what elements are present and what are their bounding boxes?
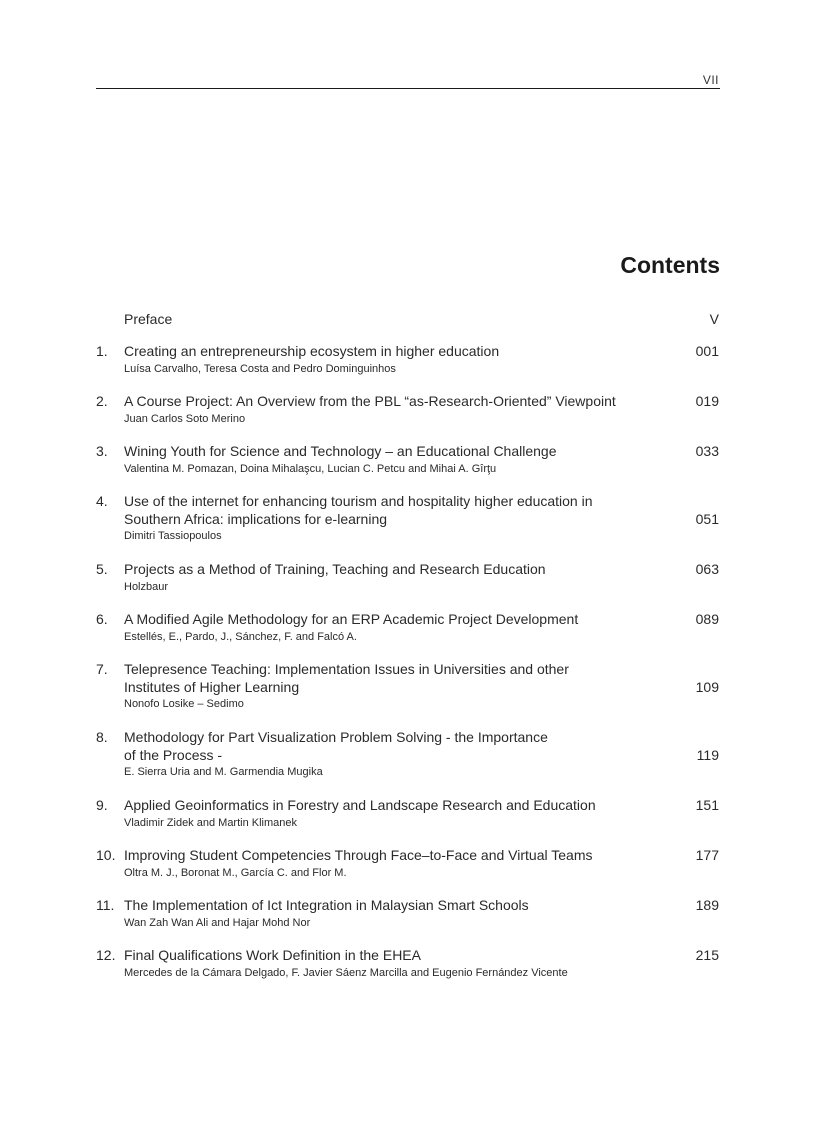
entry-page: 215 bbox=[695, 947, 719, 963]
toc-entry bbox=[96, 443, 720, 493]
entry-title: Methodology for Part Visualization Problem Solving - the Importance bbox=[124, 729, 548, 745]
preface-page: V bbox=[709, 311, 719, 327]
entry-number: 7. bbox=[96, 661, 108, 677]
entry-title: of the Process - bbox=[124, 746, 223, 763]
toc-entry bbox=[96, 393, 720, 443]
entry-title: Improving Student Competencies Through Face–to-Face and Virtual Teams bbox=[124, 847, 593, 863]
entry-authors: Oltra M. J., Boronat M., García C. and Flor M. bbox=[124, 866, 347, 879]
entry-authors: Valentina M. Pomazan, Doina Mihalaşcu, Lucian C. Petcu and Mihai A. Gîrţu bbox=[124, 462, 497, 475]
entry-page: 119 bbox=[696, 746, 719, 763]
entry-title: Creating an entrepreneurship ecosystem in higher education bbox=[124, 343, 500, 359]
entry-title: Projects as a Method of Training, Teaching and Research Education bbox=[124, 561, 546, 577]
entry-page: 089 bbox=[695, 611, 719, 627]
page-number: VII bbox=[702, 73, 719, 87]
toc-entry bbox=[96, 611, 720, 661]
entry-page: 189 bbox=[695, 897, 719, 913]
entry-number: 2. bbox=[96, 393, 108, 409]
toc-entry bbox=[96, 343, 720, 393]
preface-label: Preface bbox=[124, 311, 173, 327]
entry-authors: Mercedes de la Cámara Delgado, F. Javier Sáenz Marcilla and Eugenio Fernández Vicente bbox=[124, 966, 568, 979]
entry-title: A Modified Agile Methodology for an ERP Academic Project Development bbox=[124, 611, 579, 627]
entry-number: 1. bbox=[96, 343, 108, 359]
toc-entry bbox=[96, 661, 720, 729]
entry-page: 109 bbox=[695, 678, 719, 695]
entry-title: A Course Project: An Overview from the PBL “as-Research-Oriented” Viewpoint bbox=[124, 393, 616, 409]
entry-title: Final Qualifications Work Definition in the EHEA bbox=[124, 947, 421, 963]
entry-number: 4. bbox=[96, 493, 108, 509]
entry-authors: E. Sierra Uria and M. Garmendia Mugika bbox=[124, 766, 323, 778]
toc-entry bbox=[96, 897, 720, 947]
entry-number: 11. bbox=[96, 897, 115, 913]
toc-entry bbox=[96, 729, 720, 797]
toc-preface bbox=[96, 311, 720, 343]
entry-number: 10. bbox=[96, 847, 116, 863]
toc-entry bbox=[96, 947, 720, 997]
entry-authors: Estellés, E., Pardo, J., Sánchez, F. and Falcó A. bbox=[124, 630, 357, 643]
entry-title: Wining Youth for Science and Technology – an Educational Challenge bbox=[124, 443, 557, 459]
entry-number: 9. bbox=[96, 797, 108, 813]
entry-title: Telepresence Teaching: Implementation Issues in Universities and other bbox=[124, 661, 569, 677]
entry-number: 12. bbox=[96, 947, 116, 963]
entry-page: 019 bbox=[695, 393, 719, 409]
entry-authors: Nonofo Losike – Sedimo bbox=[124, 698, 244, 710]
entry-authors: Juan Carlos Soto Merino bbox=[124, 412, 246, 425]
entry-page: 001 bbox=[695, 343, 719, 359]
toc-entry bbox=[96, 561, 720, 611]
entry-page: 151 bbox=[695, 797, 719, 813]
entry-page: 063 bbox=[695, 561, 719, 577]
entry-title: Institutes of Higher Learning bbox=[124, 678, 300, 695]
entry-authors: Dimitri Tassiopoulos bbox=[124, 530, 222, 542]
entry-title: The Implementation of Ict Integration in Malaysian Smart Schools bbox=[124, 897, 529, 913]
entry-authors: Wan Zah Wan Ali and Hajar Mohd Nor bbox=[124, 916, 311, 929]
entry-authors: Holzbaur bbox=[124, 580, 169, 593]
toc-entry bbox=[96, 797, 720, 847]
toc-entries bbox=[96, 343, 720, 997]
entry-authors: Luísa Carvalho, Teresa Costa and Pedro Dominguinhos bbox=[124, 362, 396, 375]
entry-page: 177 bbox=[695, 847, 719, 863]
entry-title: Applied Geoinformatics in Forestry and Landscape Research and Education bbox=[124, 797, 596, 813]
entry-title: Use of the internet for enhancing tourism and hospitality higher education in bbox=[124, 493, 593, 509]
table-of-contents bbox=[96, 311, 720, 997]
entry-number: 8. bbox=[96, 729, 108, 745]
header-rule bbox=[96, 88, 720, 89]
entry-page: 033 bbox=[695, 443, 719, 459]
page-title: Contents bbox=[620, 252, 720, 278]
toc-entry bbox=[96, 493, 720, 561]
entry-title: Southern Africa: implications for e-learning bbox=[124, 510, 388, 527]
entry-number: 6. bbox=[96, 611, 108, 627]
toc-entry bbox=[96, 847, 720, 897]
entry-authors: Vladimir Zidek and Martin Klimanek bbox=[124, 816, 298, 829]
entry-page: 051 bbox=[695, 510, 719, 527]
entry-number: 5. bbox=[96, 561, 108, 577]
entry-number: 3. bbox=[96, 443, 108, 459]
